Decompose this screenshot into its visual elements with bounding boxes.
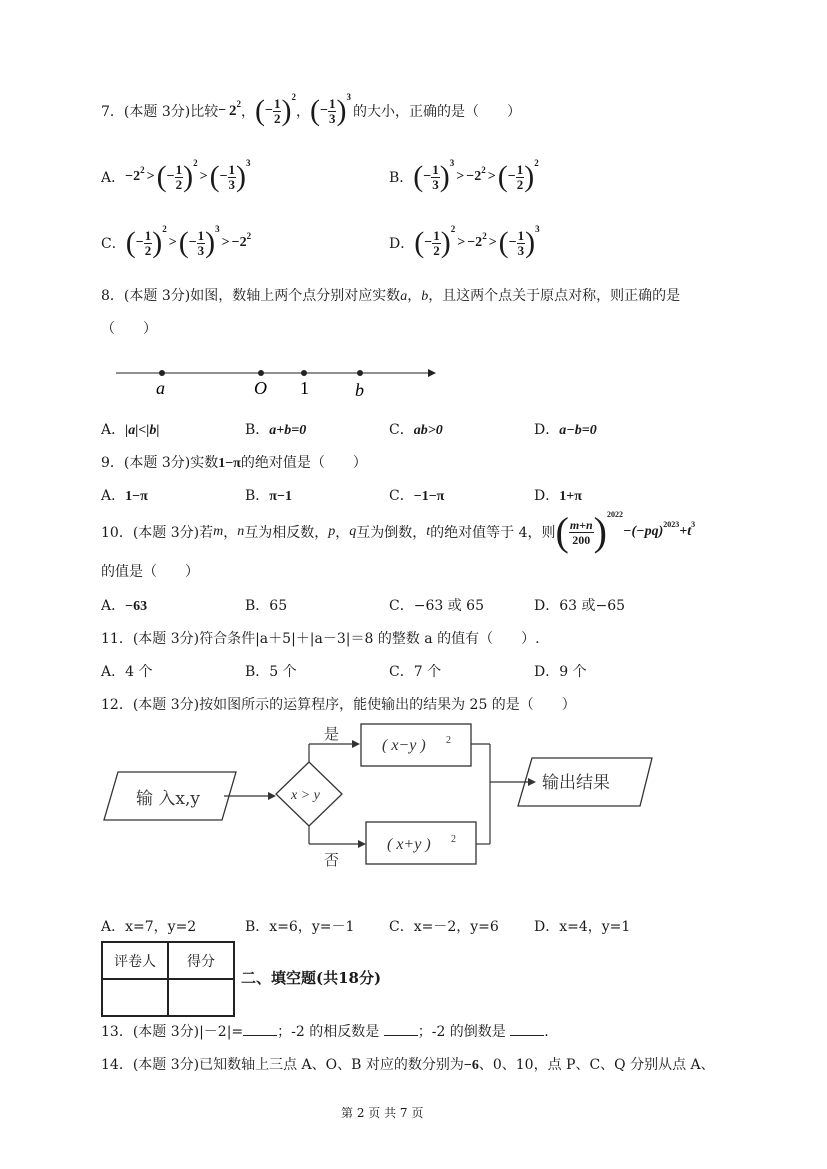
q7-option-d[interactable]: D． ( − $\frac{1}{2}$ ) $^2$ > −2 $^2$ > ( − $\frac{1}{3}$ ) $^3$: [389, 224, 540, 259]
q8-option-b[interactable]: B．a+b=0: [245, 422, 307, 438]
arrow-to-decision: [268, 792, 276, 800]
q13-blank-3[interactable]: [510, 1023, 544, 1036]
q10-option-b[interactable]: B．65: [245, 598, 288, 614]
section-title: 二、填空题(共18分): [241, 969, 382, 987]
q9-option-b[interactable]: B．π−1: [245, 488, 292, 504]
number-line-arrow: [428, 369, 436, 377]
score-header-score: 得分: [168, 942, 234, 979]
arrow-yes: [352, 740, 360, 748]
page-footer: 第 2 页 共 7 页: [341, 1106, 424, 1120]
q12-option-b[interactable]: B．x=6，y=－1: [245, 919, 355, 935]
q10-expression: ( $\frac{m+n}{200}$ ) $^{2022}$ −(−pq) $^{2023}$ +t $^3$: [555, 509, 696, 554]
q12-option-c[interactable]: C．x=－2，y=6: [389, 919, 499, 935]
q10-option-c[interactable]: C．−63 或 65: [389, 598, 484, 614]
q7-label: 7．(本题 3分)比较: [101, 104, 219, 120]
arrow-no: [358, 840, 366, 848]
q9-option-c[interactable]: C．−1−π: [389, 488, 445, 504]
point-b: [357, 370, 363, 376]
bottom-box-exp: 2: [451, 834, 456, 845]
q9-option-a[interactable]: A．1−π: [101, 488, 148, 504]
q12-stem: 12．(本题 3分)按如图所示的运算程序，能使输出的结果为 25 的是（ ）: [101, 697, 576, 713]
q8-option-d[interactable]: D．a−b=0: [534, 422, 597, 438]
score-table: [101, 941, 235, 1017]
point-origin: [258, 370, 264, 376]
q8-paren: （ ）: [101, 321, 157, 337]
q11-option-d[interactable]: D．9 个: [534, 664, 587, 680]
q13-blank-1[interactable]: [243, 1023, 277, 1036]
q11-option-b[interactable]: B．5 个: [245, 664, 297, 680]
q13-stem: 13．(本题 3分)|－2|= ；-2 的相反数是 ；-2 的倒数是 .: [101, 1024, 549, 1040]
q7-expr3: ( − $\frac{1}{3}$ ) $^3$: [309, 92, 351, 127]
q10-line2: 的值是（ ）: [101, 564, 199, 580]
top-box-exp: 2: [446, 735, 451, 746]
q8-option-a[interactable]: A．|a|<|b|: [101, 422, 160, 438]
decision-label: x > y: [291, 788, 320, 803]
q7-stem: 7．(本题 3分)比较 − 2 $^2$ ， ( − $\frac{1}{2}$ ) $^2$ ， ( − $\frac{1}{3}$ ) $^3$ 的大小，正确的是（ ）: [101, 92, 521, 127]
q7-option-a[interactable]: A． −2 $^2$ > ( − $\frac{1}{2}$ ) $^2$ > ( − $\frac{1}{3}$ ) $^3$: [101, 158, 251, 193]
q12-option-d[interactable]: D．x=4，y=1: [534, 919, 631, 935]
score-header-grader: 评卷人: [102, 942, 168, 979]
number-line: [110, 360, 440, 402]
label-1: 1: [300, 378, 309, 398]
q13-blank-2[interactable]: [384, 1023, 418, 1036]
score-cell-grader[interactable]: [102, 979, 168, 1016]
q9-option-d[interactable]: D．1+π: [534, 488, 582, 504]
q9-stem: 9．(本题 3分)实数1−π的绝对值是（ ）: [101, 455, 367, 471]
flowchart: [100, 722, 660, 872]
arrow-to-output: [528, 778, 536, 786]
bottom-box-label: ( x+y ): [387, 836, 431, 853]
output-label: 输出结果: [542, 773, 610, 793]
yes-label: 是: [324, 725, 340, 743]
q10-option-d[interactable]: D．63 或−65: [534, 598, 626, 614]
q8-stem: 8．(本题 3分)如图，数轴上两个点分别对应实数a，b，且这两个点关于原点对称，则正确的是: [101, 288, 681, 304]
q7-expr2: ( − $\frac{1}{2}$ ) $^2$: [255, 92, 296, 127]
q11-option-c[interactable]: C．7 个: [389, 664, 442, 680]
q11-option-a[interactable]: A．4 个: [101, 664, 153, 680]
input-label: 输 入x,y: [136, 789, 200, 809]
label-a: a: [156, 378, 165, 398]
label-b: b: [355, 380, 364, 400]
q10-stem: 10．(本题 3分)若 m ， n 互为相反数， p ， q 互为倒数， t 的绝对值等于 4，则 ( $\frac{m+n}{200}$ ) $^{2022}$ −(−pq) $^{2023}$ +t $^3$: [101, 509, 696, 554]
score-cell-score[interactable]: [168, 979, 234, 1016]
q7-expr1: − 2 $^2$: [218, 99, 241, 119]
q7-option-b[interactable]: B． ( − $\frac{1}{3}$ ) $^3$ > −2 $^2$ > ( − $\frac{1}{2}$ ) $^2$: [389, 158, 539, 193]
label-o: O: [254, 378, 267, 398]
q10-option-a[interactable]: A．−63: [101, 598, 148, 614]
top-box-label: ( x−y ): [382, 737, 426, 754]
q11-stem: 11．(本题 3分)符合条件|a＋5|＋|a－3|＝8 的整数 a 的值有（ ）.: [101, 631, 540, 647]
q12-option-a[interactable]: A．x=7，y=2: [101, 919, 197, 935]
point-one: [301, 370, 307, 376]
q14-stem: 14．(本题 3分)已知数轴上三点 A、O、B 对应的数分别为−6、0、10，点 P、C、Q 分别从点 A、: [101, 1057, 715, 1073]
no-label: 否: [324, 851, 340, 869]
q8-option-c[interactable]: C．ab>0: [389, 422, 443, 438]
point-a: [159, 370, 165, 376]
q7-option-c[interactable]: C． ( − $\frac{1}{2}$ ) $^2$ > ( − $\frac{1}{3}$ ) $^3$ > −2 $^2$: [101, 224, 252, 259]
